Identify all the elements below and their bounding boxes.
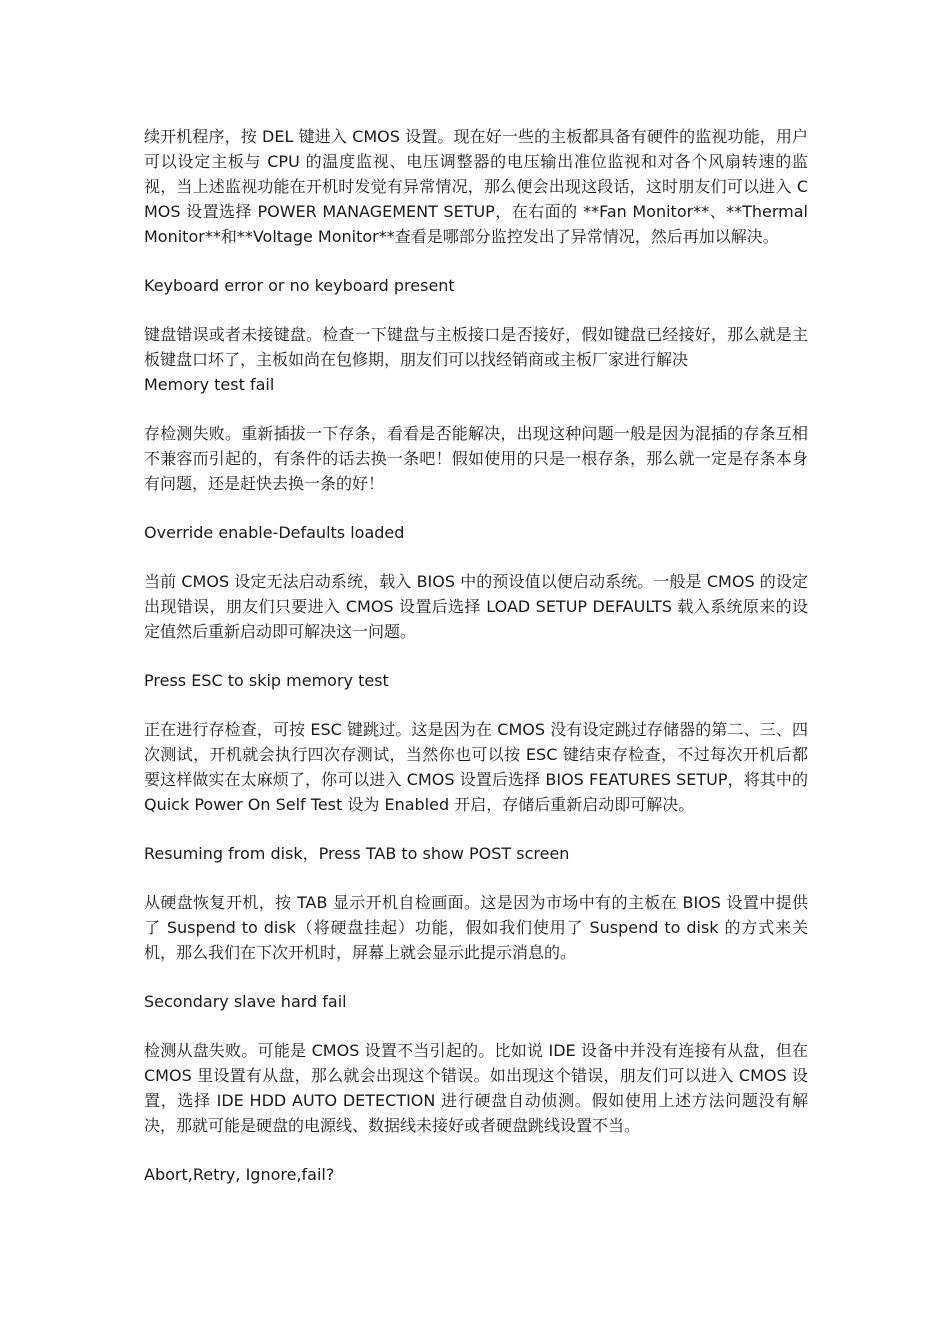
heading-press-esc: Press ESC to skip memory test: [144, 671, 389, 690]
heading-memory-test-fail: Memory test fail: [144, 375, 275, 394]
paragraph-secondary-slave: 检测从盘失败。可能是 CMOS 设置不当引起的。比如说 IDE 设备中并没有连接有从盘，但在 CMOS 里设置有从盘，那么就会出现这个错误。如出现这个错误，朋友们可以进入 CMOS 设置，选择 IDE HDD AUTO DETECTION 进行硬盘自动侦测。假如使用上述方法问题没有解决，那就可能是硬盘的电源线、数据线未接好或者硬盘跳线设置不当。: [144, 1041, 808, 1135]
paragraph-press-esc: 正在进行存检查，可按 ESC 键跳过。这是因为在 CMOS 没有设定跳过存储器的第二、三、四次测试，开机就会执行四次存测试，当然你也可以按 ESC 键结束存检查，不过每次开机后都要这样做实在太麻烦了，你可以进入 CMOS 设置后选择 BIOS FEATURES SETUP，将其中的 Quick Power On Self Test 设为 Enabled 开启，存储后重新启动即可解决。: [144, 720, 808, 814]
heading-keyboard-error: Keyboard error or no keyboard present: [144, 276, 455, 295]
paragraph-cmos-monitor: 续开机程序，按 DEL 键进入 CMOS 设置。现在好一些的主板都具备有硬件的监视功能，用户可以设定主板与 CPU 的温度监视、电压调整器的电压输出准位监视和对各个风扇转速的监视，当上述监视功能在开机时发觉有异常情况，那么便会出现这段话，这时朋友们可以进入 CMOS 设置选择 POWER MANAGEMENT SETUP，在右面的 **Fan Monitor**、**Thermal Monitor**和**Voltage Monitor**查看是哪部分监控发出了异常情况，然后再加以解决。: [144, 127, 808, 246]
paragraph-resuming-from-disk: 从硬盘恢复开机，按 TAB 显示开机自检画面。这是因为市场中有的主板在 BIOS 设置中提供了 Suspend to disk（将硬盘挂起）功能，假如我们使用了 Suspend to disk 的方式来关机，那么我们在下次开机时，屏幕上就会显示此提示消息的。: [144, 893, 808, 962]
paragraph-memory-test-fail: 存检测失败。重新插拔一下存条，看看是否能解决，出现这种问题一般是因为混插的存条互相不兼容而引起的，有条件的话去换一条吧！假如使用的只是一根存条，那么就一定是存条本身有问题，还是赶快去换一条的好！: [144, 424, 808, 493]
document-page: [144, 124, 808, 1211]
heading-override-defaults: Override enable-Defaults loaded: [144, 523, 405, 542]
heading-secondary-slave: Secondary slave hard fail: [144, 992, 347, 1011]
heading-resuming-from-disk: Resuming from disk，Press TAB to show POST screen: [144, 844, 570, 863]
heading-abort-retry: Abort,Retry, Ignore,fail?: [144, 1165, 335, 1184]
paragraph-keyboard-error: 键盘错误或者未接键盘。检查一下键盘与主板接口是否接好，假如键盘已经接好，那么就是主板键盘口坏了，主板如尚在包修期，朋友们可以找经销商或主板厂家进行解决: [144, 325, 808, 369]
paragraph-override-defaults: 当前 CMOS 设定无法启动系统，载入 BIOS 中的预设值以便启动系统。一般是 CMOS 的设定出现错误，朋友们只要进入 CMOS 设置后选择 LOAD SETUP DEFAULTS 载入系统原来的设定值然后重新启动即可解决这一问题。: [144, 572, 808, 641]
